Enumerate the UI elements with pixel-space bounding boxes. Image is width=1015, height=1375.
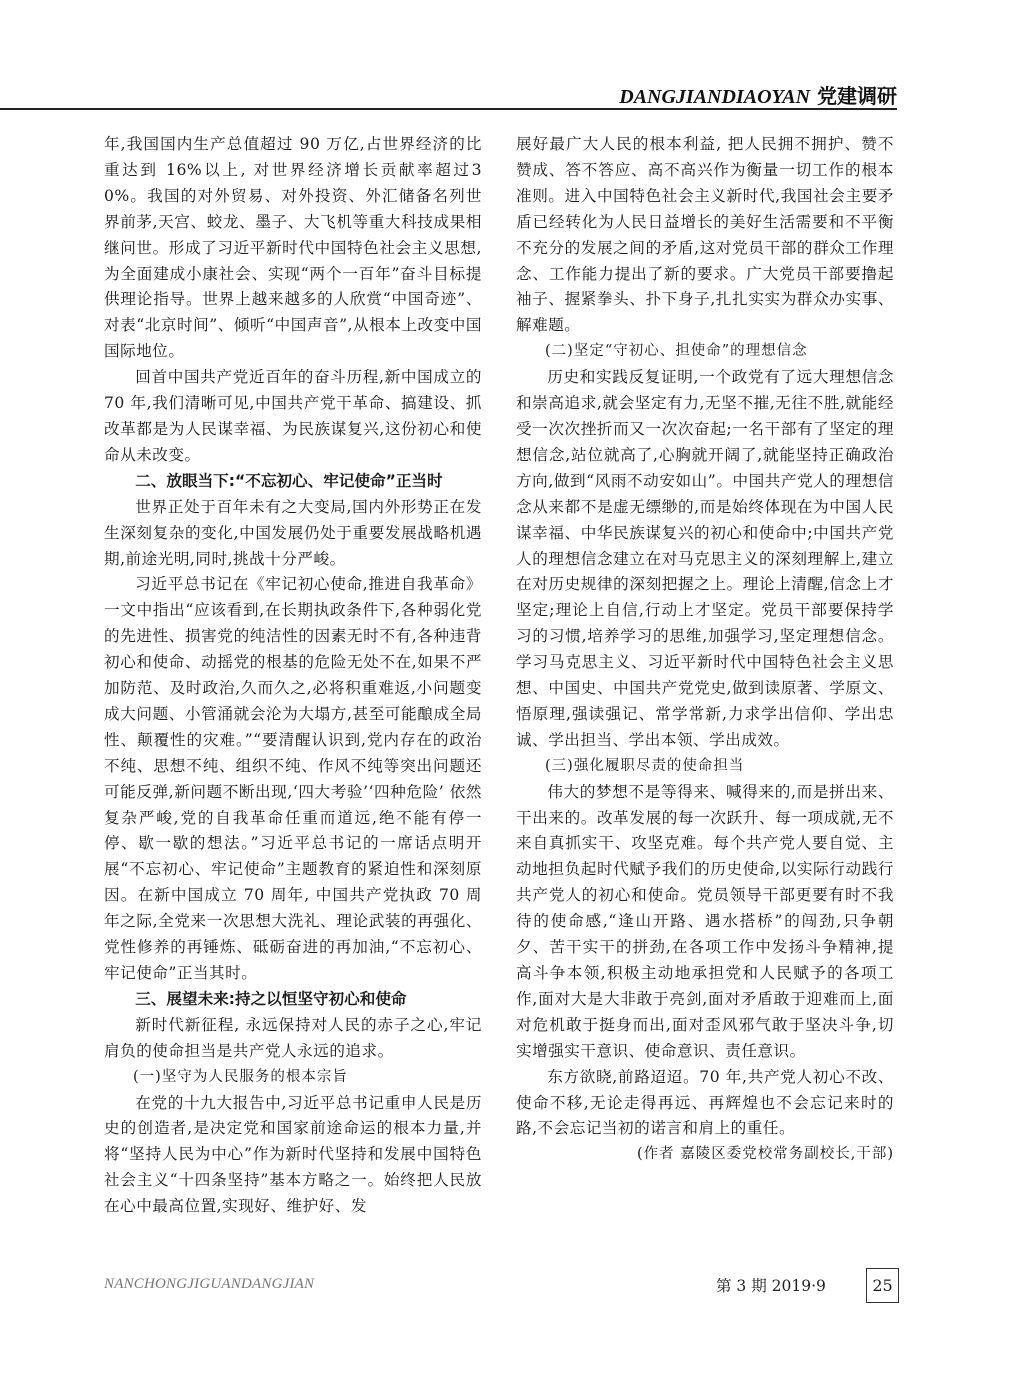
page-number: 25	[866, 1268, 899, 1303]
author-byline: (作者 嘉陵区委党校常务副校长,干部)	[636, 1146, 894, 1163]
footer-issue-info: 第 3 期 2019·9	[716, 1277, 826, 1295]
section-heading: 二、放眼当下:“不忘初心、牢记使命”正当时	[135, 471, 443, 490]
left-text-column	[104, 132, 482, 1220]
footer-journal-name: NANCHONGJIGUANDANGJIAN	[104, 1276, 315, 1292]
paragraph: 习近平总书记在《牢记初心使命,推进自我革命》一文中指出“应该看到,在长期执政条件下,各种弱化党的先进性、损害党的纯洁性的因素无时不有,各种违背初心和使命、动摇党的根基的危险无处不在,如果不严加防范、及时政治,久而久之,必将积重难返,小问题变成大问题、小管涌就会沦为大塌方,甚至可能酿成全局性、颠覆性的灾难。”“要清醒认识到,党内存在的政治不纯、思想不纯、组织不纯、作风不纯等突出问题还可能反弹,新问题不断出现,‘四大考验’‘四种危险’ 依然复杂严峻,党的自我革命任重而道远,绝不能有停一停、歇一歇的想法。”习近平总书记的一席话点明开展“不忘初心、牢记使命”主题教育的紧迫性和深刻原因。在新中国成立 70 周年, 中国共产党执政 70 周年之际,全党来一次思想大洗礼、理论武装的再强化、党性修养的再锤炼、砥砺奋进的再加油,“不忘初心、牢记使命”正当其时。	[104, 575, 482, 982]
paragraph: 在党的十九大报告中,习近平总书记重申人民是历史的创造者,是决定党和国家前途命运的根本力量,并将“坚持人民为中心”作为新时代坚持和发展中国特色社会主义“十四条坚持”基本方略之一。始终把人民放在心中最高位置,实现好、维护好、发	[104, 1093, 482, 1216]
subsection-heading: (一)坚守为人民服务的根本宗旨	[133, 1068, 348, 1085]
section-heading: 三、展望未来:持之以恒坚守初心和使命	[135, 989, 407, 1008]
paragraph: 新时代新征程, 永远保持对人民的赤子之心,牢记肩负的使命担当是共产党人永远的追求。	[104, 1015, 482, 1060]
running-header	[0, 62, 1015, 110]
paragraph: 历史和实践反复证明,一个政党有了远大理想信念和崇高追求,就会坚定有力,无坚不摧,无往不胜,就能经受一次次挫折而又一次次奋起;一名干部有了坚定的理想信念,站位就高了,心胸就开阔了,就能坚持正确政治方向,做到“风雨不动安如山”。中国共产党人的理想信念从来都不是虚无缥缈的,而是始终体现在为中国人民谋幸福、中华民族谋复兴的初心和使命中;中国共产党人的理想信念建立在对马克思主义的深刻理解上,建立在对历史规律的深刻把握之上。理论上清醒,信念上才坚定;理论上自信,行动上才坚定。党员干部要保持学习的习惯,培养学习的思维,加强学习,坚定理想信念。学习马克思主义、习近平新时代中国特色社会主义思想、中国史、中国共产党党史,做到读原著、学原文、悟原理,强读强记、常学常新,力求学出信仰、学出忠诚、学出担当、学出本领、学出成效。	[516, 368, 894, 749]
right-text-column	[516, 132, 894, 1168]
paragraph-continued: 展好最广大人民的根本利益, 把人民拥不拥护、赞不赞成、答不答应、高不高兴作为衡量一切工作的根本准则。进入中国特色社会主义新时代,我国社会主要矛盾已经转化为人民日益增长的美好生活需要和不平衡不充分的发展之间的矛盾,这对党员干部的群众工作理念、工作能力提出了新的要求。广大党员干部要撸起袖子、握紧拳头、扑下身子,扎扎实实为群众办实事、解难题。	[516, 135, 894, 335]
paragraph: 东方欲晓,前路迢迢。70 年,共产党人初心不改、使命不移,无论走得再远、再辉煌也不会忘记来时的路,不会忘记当初的诺言和肩上的重任。	[516, 1067, 894, 1138]
paragraph-continued: 年,我国国内生产总值超过 90 万亿,占世界经济的比重达到 16%以上, 对世界经济增长贡献率超过30%。我国的对外贸易、对外投资、外汇储备名列世界前茅,天宫、蛟龙、墨子、大飞机等重大科技成果相继问世。形成了习近平新时代中国特色社会主义思想,为全面建成小康社会、实现“两个一百年”奋斗目标提供理论指导。世界上越来越多的人欣赏“中国奇迹”、对表“北京时间”、倾听“中国声音”,从根本上改变中国国际地位。	[104, 135, 482, 361]
paragraph: 伟大的梦想不是等得来、喊得来的,而是拼出来、干出来的。改革发展的每一次跃升、每一项成就,无不来自真抓实干、攻坚克难。每个共产党人要自觉、主动地担负起时代赋予我们的历史使命,以实际行动践行共产党人的初心和使命。党员领导干部更要有时不我待的使命感,“逢山开路、遇水搭桥”的闯劲,只争朝夕、苦干实干的拼劲,在各项工作中发扬斗争精神,提高斗争本领,积极主动地承担党和人民赋予的各项工作,面对大是大非敢于亮剑,面对矛盾敢于迎难而上,面对危机敢于挺身而出,面对歪风邪气敢于坚决斗争,切实增强实干意识、使命意识、责任意识。	[516, 782, 894, 1060]
subsection-heading: (三)强化履职尽责的使命担当	[545, 757, 745, 774]
section-title-chinese: 党建调研	[817, 84, 897, 108]
paragraph: 回首中国共产党近百年的奋斗历程,新中国成立的 70 年,我们清晰可见,中国共产党干革命、搞建设、抓改革都是为人民谋幸福、为民族谋复兴,这份初心和使命从未改变。	[104, 368, 482, 464]
running-footer	[0, 1268, 1015, 1308]
journal-section-title	[619, 80, 897, 109]
subsection-heading: (二)坚定“守初心、担使命”的理想信念	[545, 343, 808, 360]
paragraph: 世界正处于百年未有之大变局,国内外形势正在发生深刻复杂的变化,中国发展仍处于重要发展战略机遇期,前途光明,同时,挑战十分严峻。	[104, 497, 482, 568]
section-title-pinyin: DANGJIANDIAOYAN	[619, 86, 811, 108]
header-rule	[0, 108, 897, 110]
